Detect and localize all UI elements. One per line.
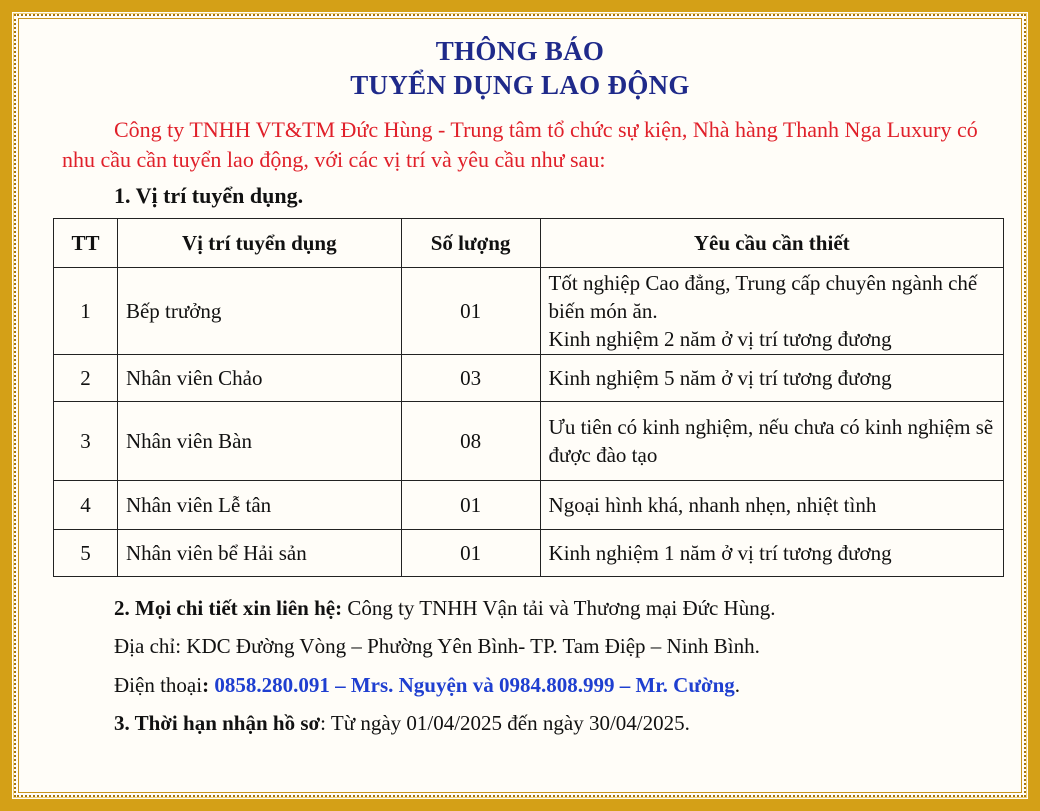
row-quantity: 01 [401,268,540,355]
requirement-line: Tốt nghiệp Cao đẳng, Trung cấp chuyên ngành chế biến món ăn. [548,271,978,323]
address-line: Địa chỉ: KDC Đường Vòng – Phường Yên Bình- TP. Tam Điệp – Ninh Bình. [114,634,760,658]
phone-end: . [734,673,741,697]
row-number: 4 [54,481,118,530]
col-header-tt: TT [54,219,118,268]
table-header-row [54,219,1004,268]
table-row [54,402,1004,481]
phone-numbers: 0858.280.091 – Mrs. Nguyện và 0984.808.999 – Mr. Cường [214,673,735,697]
row-number: 3 [54,402,118,481]
title-line-2: TUYỂN DỤNG LAO ĐỘNG [350,70,690,100]
requirement-line: Ưu tiên có kinh nghiệm, nếu chưa có kinh nghiệm sẽ được đào tạo [548,415,994,467]
title-line-1: THÔNG BÁO [435,36,605,66]
phone-colon: : [202,673,215,697]
table-row [54,481,1004,530]
row-position: Bếp trưởng [117,268,401,355]
phone-label: Điện thoại [114,673,203,697]
intro-text: Công ty TNHH VT&TM Đức Hùng - Trung tâm tổ chức sự kiện, Nhà hàng Thanh Nga Luxury có nhu cầu cần tuyển lao động, với các vị trí và yêu cầu như sau: [62,117,978,172]
row-requirements [540,402,1003,481]
contact-company: Công ty TNHH Vận tải và Thương mại Đức Hùng. [342,596,776,620]
row-quantity: 01 [401,530,540,577]
table-row [54,268,1004,355]
phone-line [114,673,740,698]
row-quantity: 03 [401,355,540,402]
contact-line [114,596,775,621]
row-requirements [540,268,1003,355]
intro-paragraph [62,115,1007,175]
table-row [54,355,1004,402]
row-number: 1 [54,268,118,355]
deadline-label: 3. Thời hạn nhận hồ sơ [114,711,321,735]
col-header-quantity: Số lượng [401,219,540,268]
requirement-line: Ngoại hình khá, nhanh nhẹn, nhiệt tình [548,493,877,517]
deadline-line [114,711,690,736]
row-quantity: 08 [401,402,540,481]
row-position: Nhân viên Chảo [117,355,401,402]
row-position: Nhân viên Lễ tân [117,481,401,530]
row-position: Nhân viên bể Hải sản [117,530,401,577]
contact-label: 2. Mọi chi tiết xin liên hệ: [114,596,343,620]
section-1-heading: 1. Vị trí tuyển dụng. [114,183,304,208]
table-row [54,530,1004,577]
requirement-line: Kinh nghiệm 5 năm ở vị trí tương đương [548,366,892,390]
jobs-table [53,218,1004,577]
requirement-line: Kinh nghiệm 2 năm ở vị trí tương đương [548,327,892,351]
row-position: Nhân viên Bàn [117,402,401,481]
deadline-text: : Từ ngày 01/04/2025 đến ngày 30/04/2025. [320,711,690,735]
row-requirements [540,530,1003,577]
col-header-position: Vị trí tuyển dụng [117,219,401,268]
requirement-line: Kinh nghiệm 1 năm ở vị trí tương đương [548,541,892,565]
row-number: 2 [54,355,118,402]
row-requirements [540,355,1003,402]
row-requirements [540,481,1003,530]
col-header-requirements: Yêu cầu cần thiết [540,219,1003,268]
row-quantity: 01 [401,481,540,530]
row-number: 5 [54,530,118,577]
